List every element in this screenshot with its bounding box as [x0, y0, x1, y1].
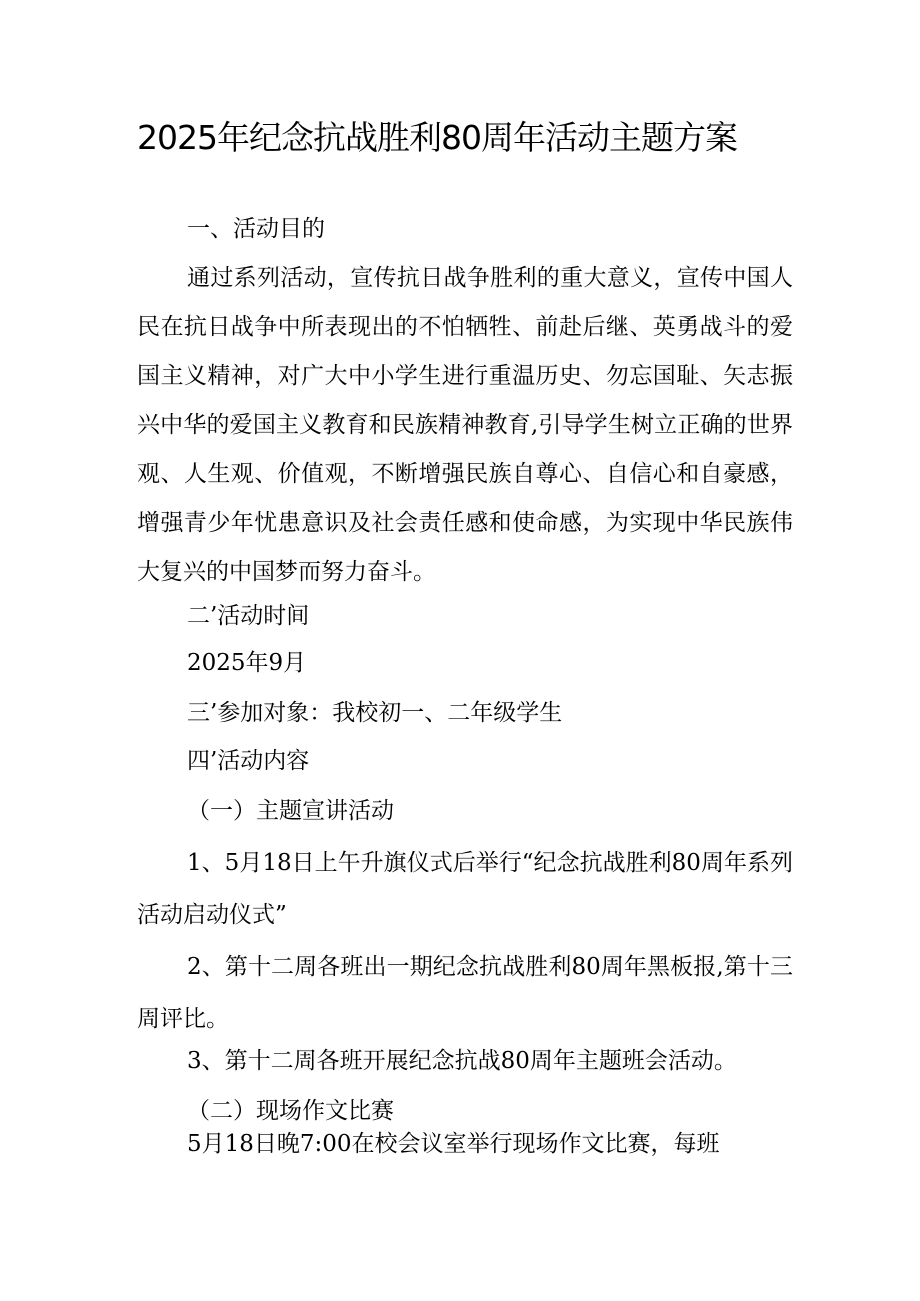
subsection-2-text: 5月18日晚7:00在校会议室举行现场作文比赛，每班 [187, 1131, 720, 1157]
document-title: 2025年纪念抗战胜利80周年活动主题方案 [137, 118, 737, 157]
section-1-heading: 一、活动目的 [187, 216, 325, 242]
section-2-heading: 二’活动时间 [187, 603, 310, 629]
section-1-body: 通过系列活动，宣传抗日战争胜利的重大意义，宣传中国人民在抗日战争中所表现出的不怕牺牲、前赴后继、英勇战斗的爱国主义精神，对广大中小学生进行重温历史、勿忘国耻、矢志振兴中华的爱国主义教育和民族精神教育,引导学生树立正确的世界观、人生观、价值观，不断增强民族自尊心、自信心和自豪感，增强青少年忧患意识及社会责任感和使命感，为实现中华民族伟大复兴的中国梦而努力奋斗。 [137, 265, 793, 585]
content-item-3: 3、第十二周各班开展纪念抗战80周年主题班会活动。 [187, 1048, 737, 1074]
content-item-1: 1、5月18日上午升旗仪式后举行“纪念抗战胜利80周年系列活动启动仪式” [137, 850, 793, 928]
subsection-1-heading: （一）主题宣讲活动 [187, 798, 394, 824]
activity-date: 2025年9月 [187, 650, 307, 676]
section-3-participants: 三’参加对象：我校初一、二年级学生 [187, 700, 563, 726]
content-item-2: 2、第十二周各班出一期纪念抗战胜利80周年黑板报,第十三周评比。 [137, 954, 793, 1032]
subsection-2-heading: （二）现场作文比赛 [187, 1098, 394, 1124]
section-4-heading: 四’活动内容 [187, 748, 310, 774]
